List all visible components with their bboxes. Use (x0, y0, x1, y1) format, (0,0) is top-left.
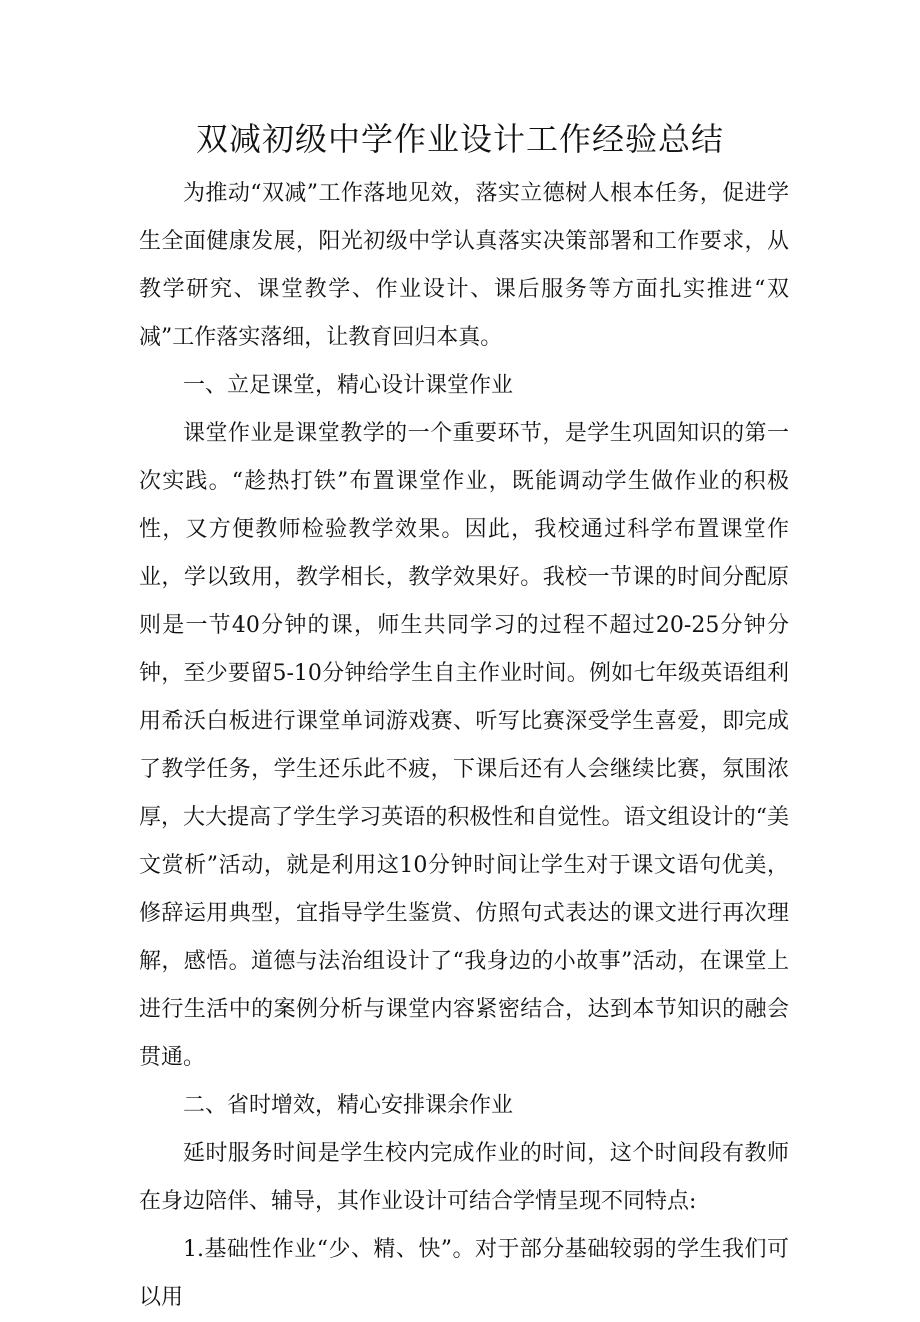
section-2-item-1: 1.基础性作业“少、精、快”。对于部分基础较弱的学生我们可以用 (139, 1237, 789, 1310)
section-2-paragraph: 延时服务时间是学生校内完成作业的时间，这个时间段有教师在身边陪伴、辅导，其作业设计可结合学情呈现不同特点: (139, 1141, 789, 1214)
section-heading-1: 一、立足课堂，精心设计课堂作业 (183, 373, 514, 398)
section-1-paragraph: 课堂作业是课堂教学的一个重要环节，是学生巩固知识的第一次实践。“趁热打铁”布置课堂作业，既能调动学生做作业的积极性，又方便教师检验教学效果。因此，我校通过科学布置课堂作业，学以致用，教学相长，教学效果好。我校一节课的时间分配原则是一节40分钟的课，师生共同学习的过程不超过20-25分钟分钟，至少要留5-10分钟给学生自主作业时间。例如七年级英语组利用希沃白板进行课堂单词游戏赛、听写比赛深受学生喜爱，即完成了教学任务，学生还乐此不疲，下课后还有人会继续比赛，氛围浓厚，大大提高了学生学习英语的积极性和自觉性。语文组设计的“美文赏析”活动，就是利用这10分钟时间让学生对于课文语句优美，修辞运用典型，宜指导学生鉴赏、仿照句式表达的课文进行再次理解，感悟。道德与法治组设计了“我身边的小故事”活动，在课堂上进行生活中的案例分析与课堂内容紧密结合，达到本节知识的融会贯通。 (139, 421, 789, 1070)
intro-paragraph: 为推动“双减”工作落地见效，落实立德树人根本任务，促进学生全面健康发展，阳光初级中学认真落实决策部署和工作要求，从教学研究、课堂教学、作业设计、课后服务等方面扎实推进“双减”工作落实落细，让教育回归本真。 (139, 181, 789, 350)
document-title: 双减初级中学作业设计工作经验总结 (195, 120, 724, 158)
section-heading-2: 二、省时增效，精心安排课余作业 (183, 1093, 514, 1118)
document-body (139, 170, 789, 1322)
